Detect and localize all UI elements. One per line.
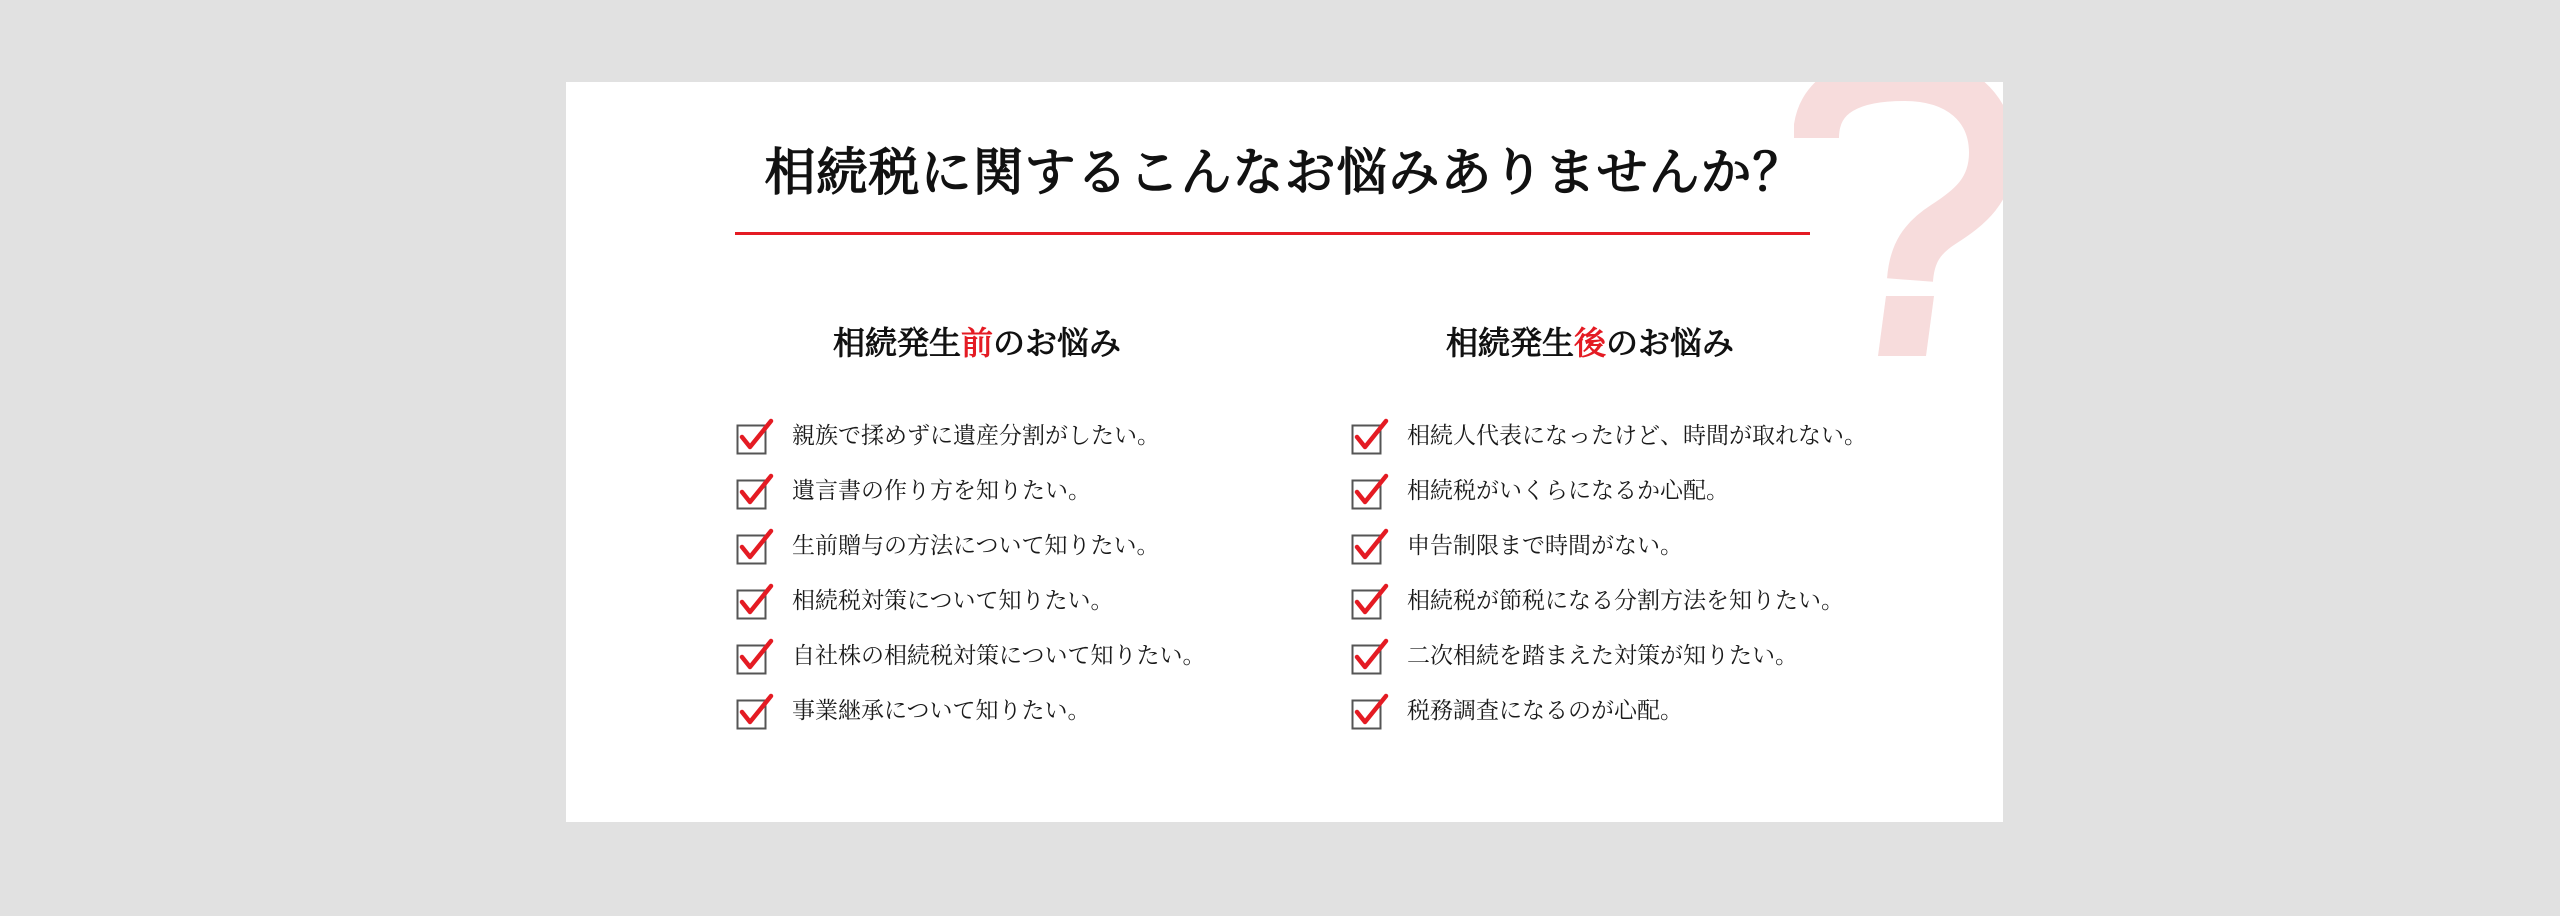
checkbox-check-icon: [1351, 418, 1389, 456]
list-item: [736, 519, 1206, 574]
concern-text: 事業継承について知りたい。: [792, 698, 1091, 724]
title-underline: [735, 232, 1810, 235]
list-item: [1351, 409, 1867, 464]
concern-text: 自社株の相続税対策について知りたい。: [792, 643, 1206, 669]
concern-text: 申告制限まで時間がない。: [1407, 533, 1683, 559]
list-item: [1351, 684, 1867, 739]
question-mark-decoration: [1794, 82, 2003, 368]
checkbox-check-icon: [736, 583, 774, 621]
before-heading-prefix: 相続発生: [833, 324, 962, 362]
checkbox-check-icon: [736, 693, 774, 731]
concern-text: 遺言書の作り方を知りたい。: [792, 478, 1091, 504]
concern-text: 親族で揉めずに遺産分割がしたい。: [792, 423, 1160, 449]
concern-text: 生前贈与の方法について知りたい。: [792, 533, 1160, 559]
after-heading-suffix: のお悩み: [1606, 324, 1735, 362]
checkbox-check-icon: [736, 528, 774, 566]
checkbox-check-icon: [736, 473, 774, 511]
checkbox-check-icon: [1351, 473, 1389, 511]
after-concern-list: [1351, 409, 1867, 739]
concerns-card: [566, 82, 2003, 822]
before-heading-accent: 前: [961, 324, 994, 362]
checkbox-check-icon: [736, 638, 774, 676]
before-heading: [833, 324, 1122, 362]
concern-text: 相続税がいくらになるか心配。: [1407, 478, 1729, 504]
checkbox-check-icon: [1351, 693, 1389, 731]
list-item: [1351, 574, 1867, 629]
after-heading-accent: 後: [1574, 324, 1607, 362]
list-item: [736, 409, 1206, 464]
list-item: [1351, 629, 1867, 684]
after-heading: [1446, 324, 1735, 362]
list-item: [736, 684, 1206, 739]
list-item: [736, 574, 1206, 629]
list-item: [736, 464, 1206, 519]
list-item: [1351, 464, 1867, 519]
list-item: [1351, 519, 1867, 574]
page-title: 相続税に関するこんなお悩みありませんか？: [764, 144, 1805, 203]
before-concern-list: [736, 409, 1206, 739]
concern-text: 相続税対策について知りたい。: [792, 588, 1114, 614]
checkbox-check-icon: [1351, 528, 1389, 566]
concern-text: 税務調査になるのが心配。: [1407, 698, 1683, 724]
concern-text: 相続税が節税になる分割方法を知りたい。: [1407, 588, 1844, 614]
concern-text: 相続人代表になったけど、時間が取れない。: [1407, 423, 1867, 449]
checkbox-check-icon: [736, 418, 774, 456]
checkbox-check-icon: [1351, 638, 1389, 676]
before-heading-suffix: のお悩み: [993, 324, 1122, 362]
checkbox-check-icon: [1351, 583, 1389, 621]
list-item: [736, 629, 1206, 684]
concern-text: 二次相続を踏まえた対策が知りたい。: [1407, 643, 1798, 669]
after-heading-prefix: 相続発生: [1446, 324, 1575, 362]
